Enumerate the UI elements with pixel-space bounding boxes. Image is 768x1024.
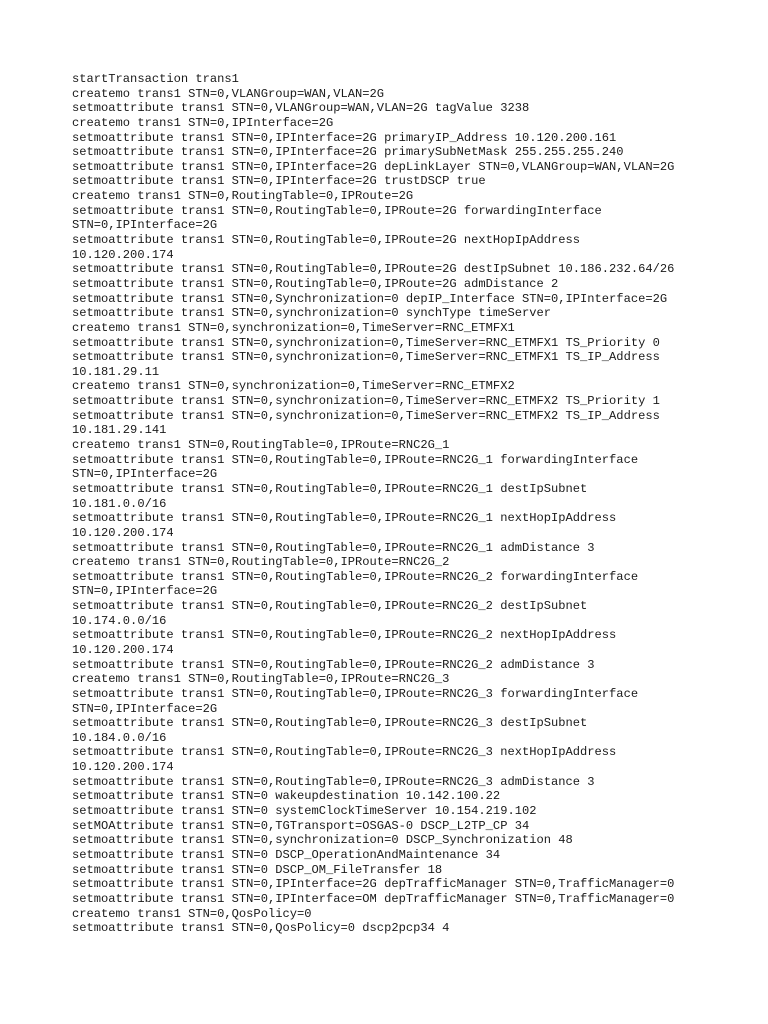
script-line: 10.181.29.141 — [72, 423, 167, 438]
script-line: setmoattribute trans1 STN=0,synchronization=0 DSCP_Synchronization 48 — [72, 833, 573, 848]
script-line: setmoattribute trans1 STN=0,RoutingTable=0,IPRoute=RNC2G_2 destIpSubnet — [72, 599, 588, 614]
script-line: setMOAttribute trans1 STN=0,TGTransport=OSGAS-0 DSCP_L2TP_CP 34 — [72, 818, 530, 833]
script-line: setmoattribute trans1 STN=0,VLANGroup=WAN,VLAN=2G tagValue 3238 — [72, 101, 530, 116]
script-line: setmoattribute trans1 STN=0,QosPolicy=0 dscp2pcp34 4 — [72, 921, 450, 936]
script-line: 10.120.200.174 — [72, 525, 174, 540]
script-line: setmoattribute trans1 STN=0 systemClockTimeServer 10.154.219.102 — [72, 804, 537, 819]
script-line: setmoattribute trans1 STN=0,IPInterface=OM depTrafficManager STN=0,TrafficManager=0 — [72, 891, 675, 906]
script-line: setmoattribute trans1 STN=0,RoutingTable=0,IPRoute=2G forwardingInterface — [72, 203, 602, 218]
script-line: createmo trans1 STN=0,synchronization=0,TimeServer=RNC_ETMFX2 — [72, 379, 515, 394]
script-line: setmoattribute trans1 STN=0 wakeupdestination 10.142.100.22 — [72, 789, 501, 804]
script-line: createmo trans1 STN=0,RoutingTable=0,IPRoute=RNC2G_1 — [72, 438, 450, 453]
script-line: setmoattribute trans1 STN=0,IPInterface=2G trustDSCP true — [72, 174, 486, 189]
script-line: setmoattribute trans1 STN=0,RoutingTable=0,IPRoute=RNC2G_1 nextHopIpAddress — [72, 511, 617, 526]
script-line: setmoattribute trans1 STN=0,Synchronization=0 depIP_Interface STN=0,IPInterface=2G — [72, 291, 668, 306]
script-line: setmoattribute trans1 STN=0,RoutingTable=0,IPRoute=2G destIpSubnet 10.186.232.64/26 — [72, 262, 675, 277]
script-line: 10.174.0.0/16 — [72, 613, 167, 628]
script-line: STN=0,IPInterface=2G — [72, 584, 218, 599]
script-line: createmo trans1 STN=0,VLANGroup=WAN,VLAN=2G — [72, 86, 385, 101]
script-line: 10.120.200.174 — [72, 642, 174, 657]
script-line: setmoattribute trans1 STN=0,IPInterface=2G depTrafficManager STN=0,TrafficManager=0 — [72, 877, 675, 892]
script-line: setmoattribute trans1 STN=0,RoutingTable=0,IPRoute=RNC2G_1 forwardingInterface — [72, 452, 639, 467]
script-line: createmo trans1 STN=0,synchronization=0,TimeServer=RNC_ETMFX1 — [72, 320, 515, 335]
script-line: 10.181.29.11 — [72, 364, 160, 379]
script-line: createmo trans1 STN=0,RoutingTable=0,IPRoute=2G — [72, 189, 414, 204]
script-line: setmoattribute trans1 STN=0,synchronization=0 synchType timeServer — [72, 306, 551, 321]
script-line: setmoattribute trans1 STN=0,IPInterface=2G primarySubNetMask 255.255.255.240 — [72, 145, 624, 160]
script-line: setmoattribute trans1 STN=0,RoutingTable=0,IPRoute=RNC2G_1 destIpSubnet — [72, 481, 588, 496]
script-line: STN=0,IPInterface=2G — [72, 467, 218, 482]
script-line: startTransaction trans1 — [72, 72, 239, 86]
script-line: setmoattribute trans1 STN=0,IPInterface=2G primaryIP_Address 10.120.200.161 — [72, 130, 617, 145]
script-line: 10.120.200.174 — [72, 247, 174, 262]
script-line: setmoattribute trans1 STN=0,RoutingTable=0,IPRoute=RNC2G_3 forwardingInterface — [72, 686, 639, 701]
script-line: createmo trans1 STN=0,RoutingTable=0,IPRoute=RNC2G_2 — [72, 555, 450, 570]
script-line: createmo trans1 STN=0,IPInterface=2G — [72, 115, 334, 130]
script-line: setmoattribute trans1 STN=0 DSCP_OM_FileTransfer 18 — [72, 862, 443, 877]
script-line: setmoattribute trans1 STN=0,RoutingTable=0,IPRoute=RNC2G_2 forwardingInterface — [72, 569, 639, 584]
script-line: createmo trans1 STN=0,QosPolicy=0 — [72, 906, 312, 921]
script-line: 10.184.0.0/16 — [72, 730, 167, 745]
script-line: 10.120.200.174 — [72, 760, 174, 775]
script-text-block — [72, 72, 712, 936]
script-line: 10.181.0.0/16 — [72, 496, 167, 511]
script-line: setmoattribute trans1 STN=0,RoutingTable=0,IPRoute=RNC2G_3 admDistance 3 — [72, 774, 595, 789]
script-line: setmoattribute trans1 STN=0,synchronization=0,TimeServer=RNC_ETMFX2 TS_IP_Address — [72, 408, 660, 423]
script-line: STN=0,IPInterface=2G — [72, 218, 218, 233]
script-line: setmoattribute trans1 STN=0,IPInterface=2G depLinkLayer STN=0,VLANGroup=WAN,VLAN=2G — [72, 159, 675, 174]
script-line: setmoattribute trans1 STN=0,RoutingTable=0,IPRoute=RNC2G_1 admDistance 3 — [72, 540, 595, 555]
script-line: createmo trans1 STN=0,RoutingTable=0,IPRoute=RNC2G_3 — [72, 672, 450, 687]
script-line: setmoattribute trans1 STN=0,RoutingTable=0,IPRoute=2G admDistance 2 — [72, 276, 559, 291]
script-line: setmoattribute trans1 STN=0,RoutingTable=0,IPRoute=2G nextHopIpAddress — [72, 233, 581, 248]
script-line: setmoattribute trans1 STN=0,RoutingTable=0,IPRoute=RNC2G_2 nextHopIpAddress — [72, 628, 617, 643]
script-line: setmoattribute trans1 STN=0,RoutingTable=0,IPRoute=RNC2G_3 destIpSubnet — [72, 716, 588, 731]
script-line: setmoattribute trans1 STN=0,synchronization=0,TimeServer=RNC_ETMFX2 TS_Priority 1 — [72, 394, 660, 409]
script-line: setmoattribute trans1 STN=0,synchronization=0,TimeServer=RNC_ETMFX1 TS_IP_Address — [72, 350, 660, 365]
script-line: setmoattribute trans1 STN=0 DSCP_OperationAndMaintenance 34 — [72, 847, 501, 862]
script-line: STN=0,IPInterface=2G — [72, 701, 218, 716]
document-page — [72, 72, 712, 936]
script-line: setmoattribute trans1 STN=0,RoutingTable=0,IPRoute=RNC2G_2 admDistance 3 — [72, 657, 595, 672]
script-line: setmoattribute trans1 STN=0,RoutingTable=0,IPRoute=RNC2G_3 nextHopIpAddress — [72, 745, 617, 760]
script-line: setmoattribute trans1 STN=0,synchronization=0,TimeServer=RNC_ETMFX1 TS_Priority 0 — [72, 335, 660, 350]
